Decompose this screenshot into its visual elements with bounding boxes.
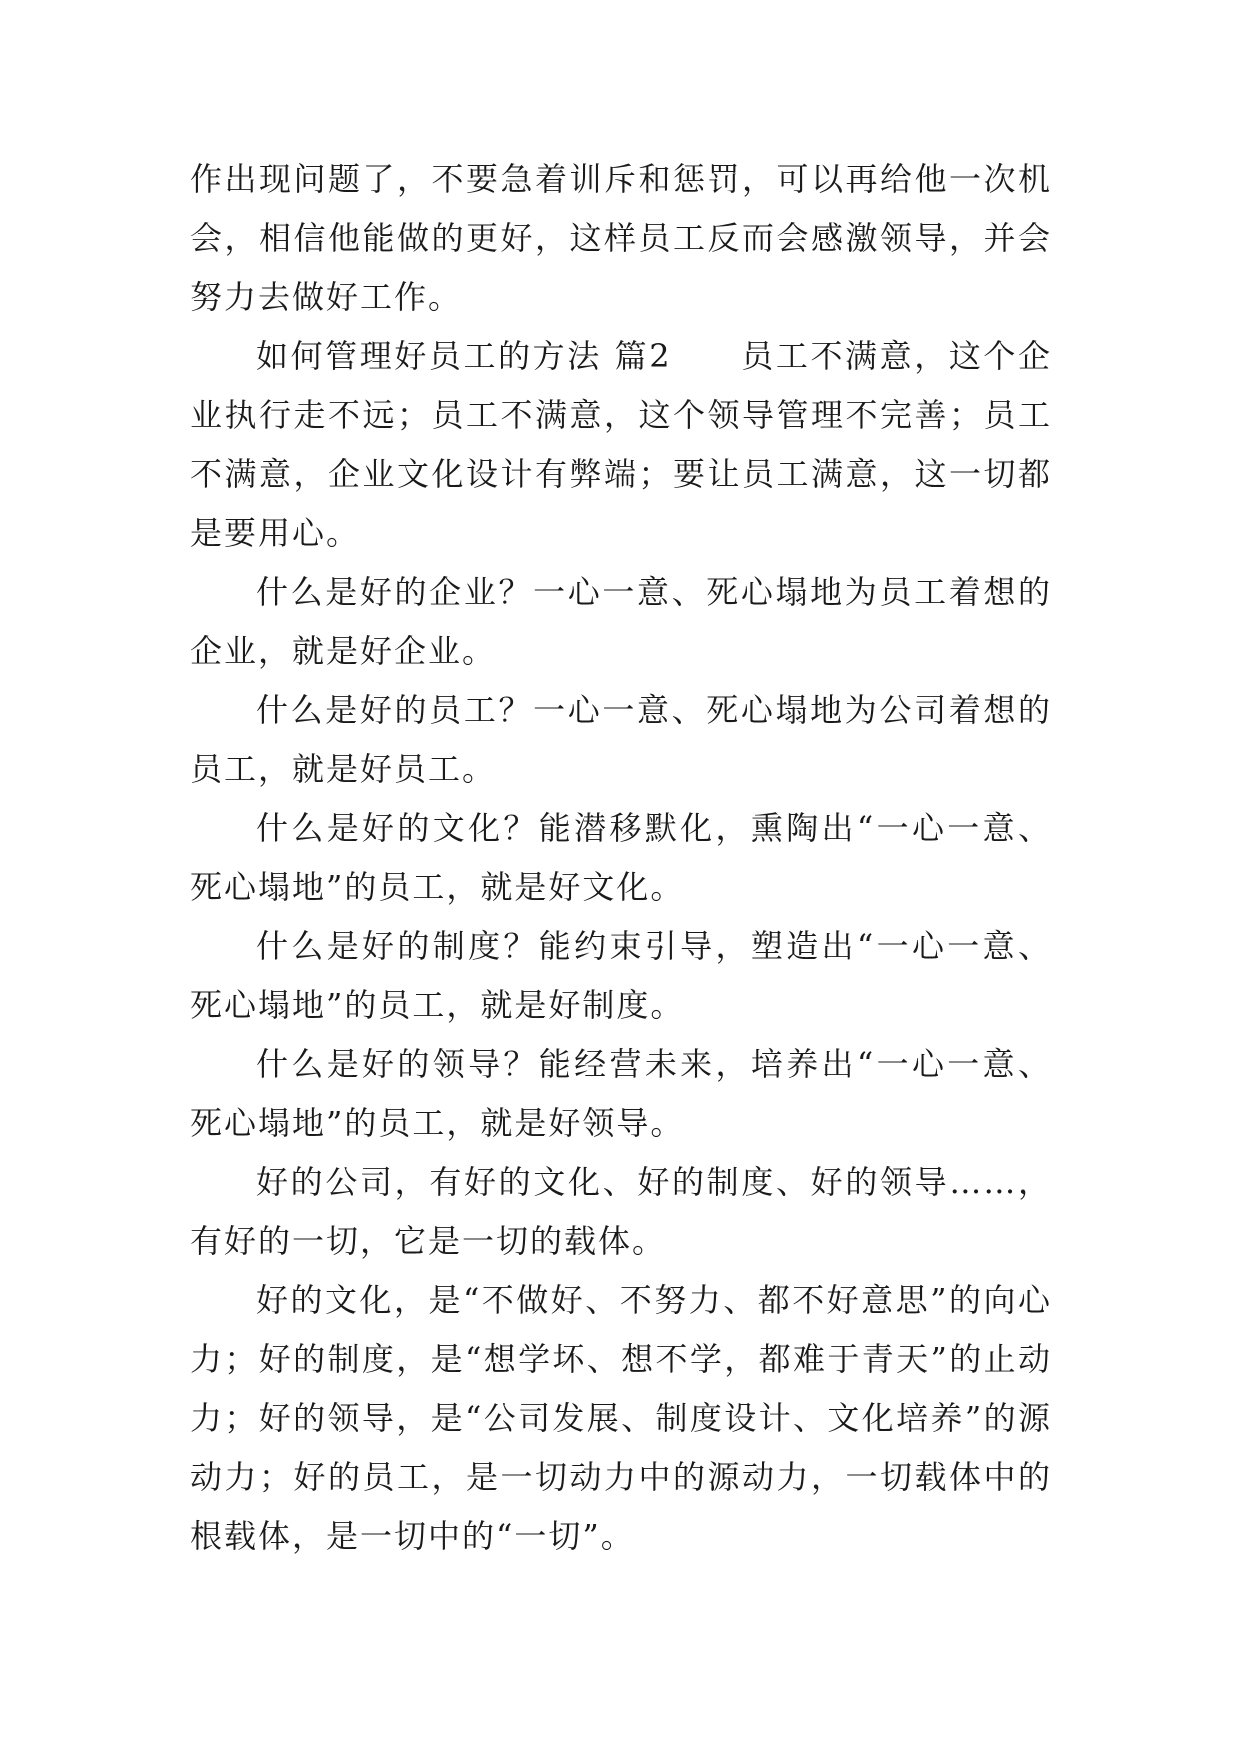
paragraph-good-system: 什么是好的制度？能约束引导，塑造出“一心一意、死心塌地”的员工，就是好制度。 [190,927,1052,1024]
paragraph-continuation: 作出现问题了，不要急着训斥和惩罚，可以再给他一次机会，相信他能做的更好，这样员工反而会感激领导，并会努力去做好工作。 [190,160,1052,316]
paragraph-good-company: 好的公司，有好的文化、好的制度、好的领导……，有好的一切，它是一切的载体。 [190,1163,1052,1260]
paragraph-good-enterprise: 什么是好的企业？一心一意、死心塌地为员工着想的企业，就是好企业。 [190,573,1052,670]
paragraph-good-employee: 什么是好的员工？一心一意、死心塌地为公司着想的员工，就是好员工。 [190,691,1052,788]
paragraph-section-2-intro: 如何管理好员工的方法 篇2 员工不满意，这个企业执行走不远；员工不满意，这个领导管理不完善；员工不满意，企业文化设计有弊端；要让员工满意，这一切都是要用心。 [190,337,1052,552]
document-page [190,150,1052,1566]
paragraph-good-culture: 什么是好的文化？能潜移默化，熏陶出“一心一意、死心塌地”的员工，就是好文化。 [190,809,1052,906]
paragraph-good-leader: 什么是好的领导？能经营未来，培养出“一心一意、死心塌地”的员工，就是好领导。 [190,1045,1052,1142]
paragraph-summary: 好的文化，是“不做好、不努力、都不好意思”的向心力；好的制度，是“想学坏、想不学，都难于青天”的止动力；好的领导，是“公司发展、制度设计、文化培养”的源动力；好的员工，是一切动力中的源动力，一切载体中的根载体，是一切中的“一切”。 [190,1281,1052,1555]
